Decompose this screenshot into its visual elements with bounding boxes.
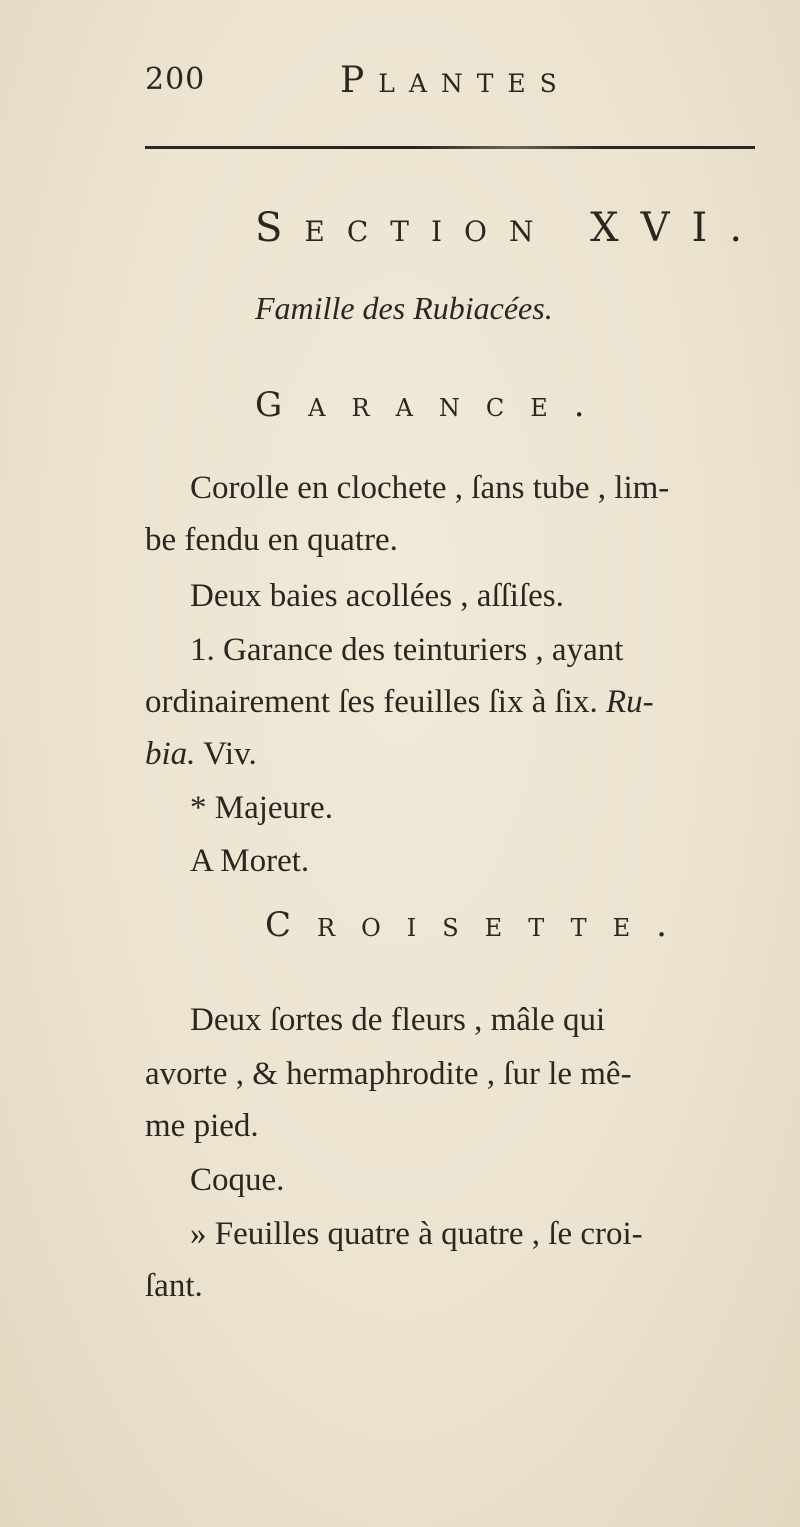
latin-name: Ru- — [605, 684, 654, 720]
genus-heading-garance: Garance. — [255, 385, 611, 425]
text-line: A Moret. — [190, 843, 310, 879]
text-span: Viv. — [203, 736, 257, 772]
section-title: Section XVI. — [255, 205, 765, 251]
text-line: be fendu en quatre. — [145, 522, 398, 558]
text-line: » Feuilles quatre à quatre , ſe croi- — [190, 1216, 643, 1252]
text-line: avorte , & hermaphrodite , ſur le mê- — [145, 1056, 632, 1092]
genus-heading-croisette: Croisette. — [265, 905, 693, 945]
text-line: me pied. — [145, 1108, 259, 1144]
text-line: Deux ſortes de fleurs , mâle qui — [190, 1002, 606, 1038]
text-line: ſant. — [145, 1268, 203, 1304]
text-line — [145, 684, 654, 721]
page-number: 200 — [145, 62, 206, 97]
header-rule — [145, 146, 755, 149]
text-span: ordinairement ſes feuilles ſix à ſix. — [145, 684, 598, 720]
text-line: Deux baies acollées , aſſiſes. — [190, 578, 564, 614]
text-line: * Majeure. — [190, 790, 333, 826]
family-title: Famille des Rubiacées. — [255, 290, 553, 326]
text-line: Corolle en clochete , ſans tube , lim- — [190, 470, 670, 506]
running-head: Plantes — [340, 60, 571, 101]
text-line — [145, 736, 257, 773]
latin-name: bia. — [145, 736, 196, 772]
text-line: 1. Garance des teinturiers , ayant — [190, 632, 624, 668]
text-line: Coque. — [190, 1162, 285, 1198]
